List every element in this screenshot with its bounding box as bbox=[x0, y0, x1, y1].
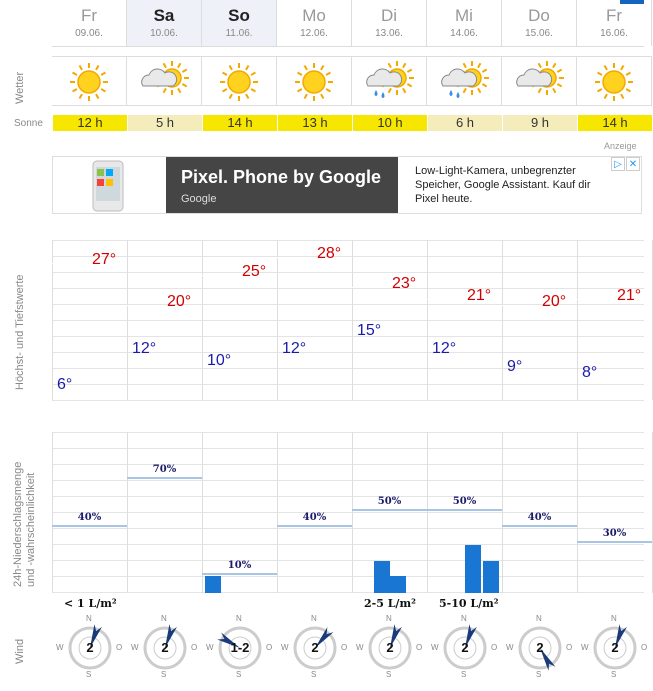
grid-column-line bbox=[427, 240, 428, 400]
max-temperature: 20° bbox=[542, 292, 567, 310]
wind-compass bbox=[506, 614, 573, 679]
weather-cell bbox=[577, 56, 652, 106]
wind-east: O bbox=[491, 643, 498, 652]
wind-north: N bbox=[311, 614, 317, 623]
weather-cell bbox=[127, 56, 202, 106]
day-date: 09.06. bbox=[75, 28, 103, 39]
temps-row-label: Höchst- und Tiefstwerte bbox=[14, 274, 26, 390]
grid-line bbox=[52, 576, 644, 577]
wind-south: S bbox=[311, 670, 317, 679]
cloud-sun-icon bbox=[127, 57, 202, 107]
grid-line bbox=[52, 288, 644, 289]
grid-column-line bbox=[502, 240, 503, 400]
day-name: Do bbox=[528, 6, 550, 25]
day-name: Sa bbox=[153, 6, 175, 25]
probability-line bbox=[502, 525, 577, 527]
grid-line bbox=[52, 368, 644, 369]
wind-north: N bbox=[461, 614, 467, 623]
wind-north: N bbox=[236, 614, 242, 623]
wind-force: 2 bbox=[461, 640, 469, 655]
day-column-header[interactable] bbox=[427, 0, 502, 46]
precip-probability: 70% bbox=[152, 464, 177, 475]
wind-force: 2 bbox=[536, 640, 544, 655]
precip-probability: 40% bbox=[77, 512, 102, 523]
max-temperature: 21° bbox=[617, 286, 642, 304]
day-date: 15.06. bbox=[525, 28, 553, 39]
precip-bar bbox=[205, 576, 221, 593]
precip-bar bbox=[483, 561, 499, 593]
precip-probability: 50% bbox=[377, 496, 402, 507]
wind-compass bbox=[581, 614, 648, 679]
wind-compass bbox=[281, 614, 348, 679]
day-column-header[interactable] bbox=[352, 0, 427, 46]
sunshine-hours: 5 h bbox=[128, 115, 202, 131]
grid-column-line bbox=[52, 240, 53, 400]
probability-line bbox=[427, 509, 502, 511]
precip-amount: 2-5 L/m² bbox=[364, 597, 416, 610]
precip-row-label-2: und -wahrscheinlichkeit bbox=[25, 472, 37, 587]
precip-probability: 10% bbox=[227, 560, 252, 571]
day-date: 12.06. bbox=[300, 28, 328, 39]
precip-bar bbox=[374, 561, 390, 593]
wind-east: O bbox=[416, 643, 423, 652]
day-date: 11.06. bbox=[225, 28, 253, 39]
wind-force: 2 bbox=[161, 640, 169, 655]
weather-cell bbox=[52, 56, 127, 106]
wind-compass bbox=[56, 614, 123, 679]
grid-line bbox=[52, 272, 644, 273]
grid-line bbox=[52, 400, 644, 401]
grid-line bbox=[52, 448, 644, 449]
day-date: 13.06. bbox=[375, 28, 403, 39]
grid-column-line bbox=[427, 432, 428, 593]
wind-east: O bbox=[341, 643, 348, 652]
precip-amount: 5-10 L/m² bbox=[439, 597, 499, 610]
weather-cell bbox=[502, 56, 577, 106]
grid-line bbox=[52, 240, 644, 241]
wind-west: W bbox=[506, 643, 514, 652]
wind-force: 2 bbox=[386, 640, 394, 655]
wind-east: O bbox=[266, 643, 273, 652]
wind-west: W bbox=[131, 643, 139, 652]
day-name: Mi bbox=[455, 6, 473, 25]
wind-row-label: Wind bbox=[14, 638, 26, 664]
wind-force: 2 bbox=[611, 640, 619, 655]
weather-cell bbox=[352, 56, 427, 106]
min-temperature: 9° bbox=[507, 358, 523, 376]
day-date: 10.06. bbox=[150, 28, 178, 39]
wind-east: O bbox=[191, 643, 198, 652]
cloud-sun-icon bbox=[502, 57, 577, 107]
max-temperature: 25° bbox=[242, 262, 267, 280]
wind-force: 2 bbox=[86, 640, 94, 655]
min-temperature: 8° bbox=[582, 364, 598, 382]
wind-south: S bbox=[461, 670, 467, 679]
grid-line bbox=[52, 384, 644, 385]
sunshine-hours: 9 h bbox=[503, 115, 577, 131]
probability-line bbox=[127, 477, 202, 479]
day-name: So bbox=[228, 6, 250, 25]
day-name: Di bbox=[380, 6, 398, 25]
day-date: 16.06. bbox=[600, 28, 628, 39]
grid-line bbox=[52, 432, 644, 433]
wind-south: S bbox=[611, 670, 617, 679]
grid-line bbox=[52, 544, 644, 545]
precip-bar bbox=[465, 545, 481, 593]
precip-bar bbox=[390, 576, 406, 593]
grid-line bbox=[52, 528, 644, 529]
grid-line bbox=[52, 320, 644, 321]
min-temperature: 15° bbox=[357, 322, 382, 340]
probability-line bbox=[277, 525, 352, 527]
ad-text: Low-Light-Kamera, unbegrenzter Speicher, Google Assistant. Kauf dir Pixel heute. bbox=[415, 165, 591, 205]
sunshine-hours: 14 h bbox=[203, 115, 277, 131]
grid-line bbox=[52, 496, 644, 497]
precip-probability: 40% bbox=[527, 512, 552, 523]
max-temperature: 20° bbox=[167, 292, 192, 310]
wind-west: W bbox=[356, 643, 364, 652]
day-name: Fr bbox=[605, 6, 623, 25]
day-column-header[interactable] bbox=[127, 0, 202, 46]
wind-north: N bbox=[86, 614, 92, 623]
day-name: Fr bbox=[80, 6, 98, 25]
max-temperature: 27° bbox=[92, 250, 117, 268]
weather-cell bbox=[427, 56, 502, 106]
sun-icon bbox=[577, 57, 652, 107]
day-column-header[interactable] bbox=[577, 0, 652, 46]
sun-icon bbox=[277, 57, 352, 107]
wind-east: O bbox=[641, 643, 648, 652]
precip-probability: 30% bbox=[602, 528, 627, 539]
sun-icon bbox=[52, 57, 127, 107]
day-column-header[interactable] bbox=[202, 0, 277, 46]
weather-cell bbox=[202, 56, 277, 106]
probability-line bbox=[52, 525, 127, 527]
wind-east: O bbox=[566, 643, 573, 652]
wind-compass bbox=[131, 614, 198, 679]
max-temperature: 28° bbox=[317, 244, 342, 262]
wind-west: W bbox=[281, 643, 289, 652]
weather-row-label: Wetter bbox=[14, 71, 26, 104]
grid-column-line bbox=[202, 240, 203, 400]
wind-east: O bbox=[116, 643, 123, 652]
grid-column-line bbox=[577, 432, 578, 593]
sunshine-hours: 12 h bbox=[53, 115, 127, 131]
ad-close-icon[interactable]: ✕ bbox=[626, 157, 640, 171]
min-temperature: 10° bbox=[207, 352, 232, 370]
grid-column-line bbox=[127, 432, 128, 593]
wind-north: N bbox=[161, 614, 167, 623]
day-column-header[interactable] bbox=[52, 0, 127, 46]
grid-line bbox=[52, 480, 644, 481]
wind-compass bbox=[206, 614, 273, 679]
sunshine-row-label: Sonne bbox=[14, 118, 43, 129]
min-temperature: 12° bbox=[132, 340, 157, 358]
wind-west: W bbox=[206, 643, 214, 652]
grid-line bbox=[52, 560, 644, 561]
ad-brand: Google bbox=[181, 193, 217, 205]
sunshine-hours: 6 h bbox=[428, 115, 502, 131]
wind-south: S bbox=[536, 670, 542, 679]
wind-north: N bbox=[536, 614, 542, 623]
precip-amount: < 1 L/m² bbox=[64, 597, 117, 610]
max-temperature: 21° bbox=[467, 286, 492, 304]
grid-column-line bbox=[352, 432, 353, 593]
grid-column-line bbox=[577, 240, 578, 400]
wind-west: W bbox=[581, 643, 589, 652]
wind-west: W bbox=[56, 643, 64, 652]
wind-compass bbox=[431, 614, 498, 679]
header-divider bbox=[52, 46, 644, 47]
wind-south: S bbox=[86, 670, 92, 679]
wind-south: S bbox=[236, 670, 242, 679]
cloud-sun-rain-icon bbox=[352, 57, 427, 107]
adchoices-icon[interactable]: ▷ bbox=[611, 157, 625, 171]
day-column-header[interactable] bbox=[502, 0, 577, 46]
wind-south: S bbox=[386, 670, 392, 679]
day-column-header[interactable] bbox=[277, 0, 352, 46]
min-temperature: 12° bbox=[432, 340, 457, 358]
grid-column-line bbox=[277, 240, 278, 400]
sunshine-hours: 14 h bbox=[578, 115, 652, 131]
sun-icon bbox=[202, 57, 277, 107]
probability-line bbox=[202, 573, 277, 575]
grid-line bbox=[52, 336, 644, 337]
probability-line bbox=[577, 541, 652, 543]
wind-south: S bbox=[161, 670, 167, 679]
weather-cell bbox=[277, 56, 352, 106]
min-temperature: 12° bbox=[282, 340, 307, 358]
grid-column-line bbox=[127, 240, 128, 400]
wind-force: 1-2 bbox=[230, 640, 250, 655]
sunshine-hours: 10 h bbox=[353, 115, 427, 131]
ad-headline[interactable]: Pixel. Phone by Google bbox=[181, 167, 382, 187]
wind-west: W bbox=[431, 643, 439, 652]
day-name: Mo bbox=[302, 6, 326, 25]
day-date: 14.06. bbox=[450, 28, 478, 39]
wind-north: N bbox=[386, 614, 392, 623]
grid-column-line bbox=[352, 240, 353, 400]
min-temperature: 6° bbox=[57, 376, 73, 394]
precip-row-label-1: 24h-Niederschlagsmenge bbox=[12, 461, 24, 587]
precip-probability: 50% bbox=[452, 496, 477, 507]
max-temperature: 23° bbox=[392, 274, 417, 292]
ad-label: Anzeige bbox=[604, 141, 637, 151]
probability-line bbox=[352, 509, 427, 511]
sunshine-hours: 13 h bbox=[278, 115, 352, 131]
wind-north: N bbox=[611, 614, 617, 623]
ad-phone-image bbox=[53, 157, 166, 213]
ad-banner[interactable] bbox=[52, 156, 642, 214]
wind-compass bbox=[356, 614, 423, 679]
grid-line bbox=[52, 592, 644, 593]
precip-probability: 40% bbox=[302, 512, 327, 523]
wind-force: 2 bbox=[311, 640, 319, 655]
cloud-sun-rain-icon bbox=[427, 57, 502, 107]
